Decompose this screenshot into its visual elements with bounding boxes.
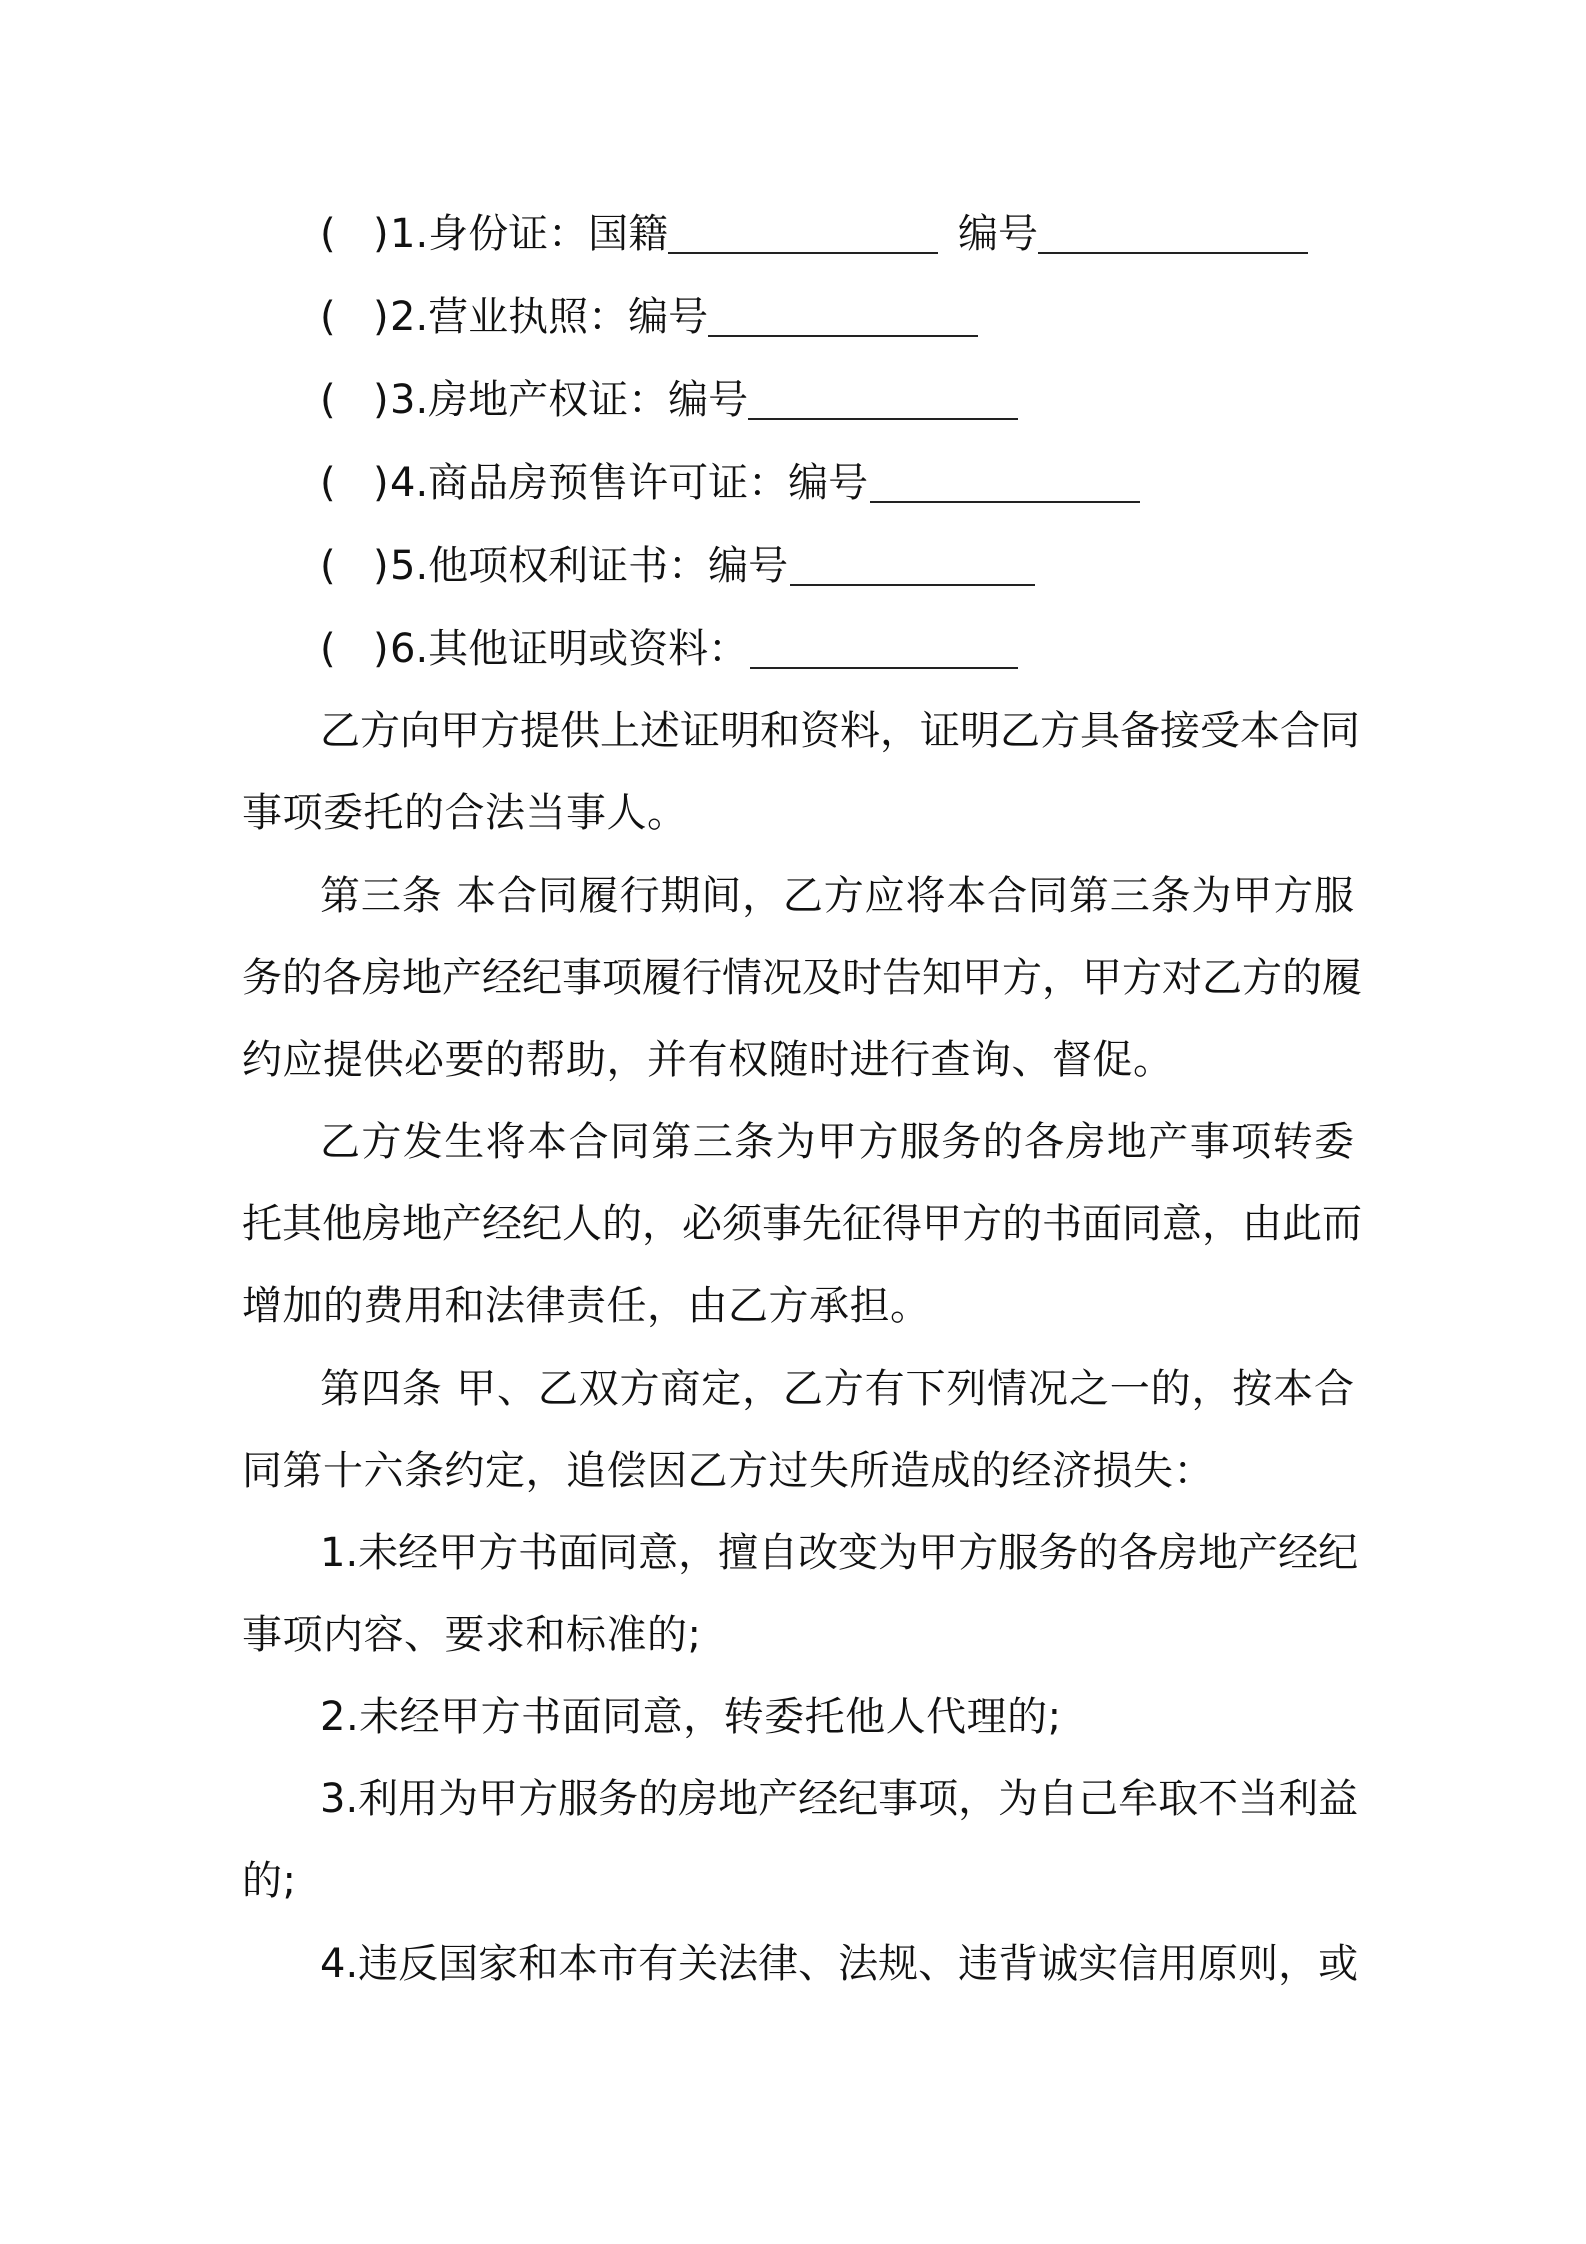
checkbox-bracket-close: ) xyxy=(373,626,389,672)
text-line: 乙方向甲方提供上述证明和资料，证明乙方具备接受本合同 xyxy=(320,708,1360,754)
text-line: 2.未经甲方书面同意，转委托他人代理的; xyxy=(320,1694,1062,1740)
blank-nationality-field[interactable] xyxy=(668,252,938,254)
checkbox-bracket-close: ) xyxy=(373,294,389,340)
text-line: 第四条 甲、乙双方商定，乙方有下列情况之一的，按本合 xyxy=(320,1366,1354,1412)
blank-rights-number-field[interactable] xyxy=(790,584,1035,586)
checklist-label-other-rights-certificate: 5.他项权利证书：编号 xyxy=(390,543,789,589)
checkbox-bracket-open[interactable]: ( xyxy=(320,211,336,257)
checkbox-bracket-open[interactable]: ( xyxy=(320,543,336,589)
text-line: 4.违反国家和本市有关法律、法规、违背诚实信用原则，或 xyxy=(320,1941,1359,1987)
checklist-label-id-card: 1.身份证：国籍 xyxy=(390,211,669,257)
text-line: 事项内容、要求和标准的; xyxy=(242,1612,702,1658)
text-line: 增加的费用和法律责任，由乙方承担。 xyxy=(242,1283,931,1329)
text-line: 务的各房地产经纪事项履行情况及时告知甲方，甲方对乙方的履 xyxy=(242,955,1362,1001)
checklist-label-other-documents: 6.其他证明或资料： xyxy=(390,626,749,672)
text-line: 同第十六条约定，追偿因乙方过失所造成的经济损失： xyxy=(242,1448,1214,1494)
text-line: 托其他房地产经纪人的，必须事先征得甲方的书面同意，由此而 xyxy=(242,1201,1362,1247)
checklist-label-business-license: 2.营业执照：编号 xyxy=(390,294,709,340)
text-line: 的; xyxy=(242,1858,297,1904)
blank-id-number-field[interactable] xyxy=(1038,252,1308,254)
blank-other-documents-field[interactable] xyxy=(750,667,1018,669)
checkbox-bracket-close: ) xyxy=(373,377,389,423)
checkbox-bracket-open[interactable]: ( xyxy=(320,294,336,340)
blank-property-number-field[interactable] xyxy=(748,418,1018,420)
checkbox-bracket-open[interactable]: ( xyxy=(320,460,336,506)
checkbox-bracket-close: ) xyxy=(373,211,389,257)
text-line: 3.利用为甲方服务的房地产经纪事项，为自己牟取不当利益 xyxy=(320,1776,1359,1822)
text-line: 事项委托的合法当事人。 xyxy=(242,790,688,836)
checklist-label-presale-permit: 4.商品房预售许可证：编号 xyxy=(390,460,869,506)
blank-license-number-field[interactable] xyxy=(708,335,978,337)
text-line: 1.未经甲方书面同意，擅自改变为甲方服务的各房地产经纪 xyxy=(320,1530,1359,1576)
checklist-label-number: 编号 xyxy=(958,211,1038,257)
checklist-label-property-certificate: 3.房地产权证：编号 xyxy=(390,377,749,423)
text-line: 约应提供必要的帮助，并有权随时进行查询、督促。 xyxy=(242,1037,1174,1083)
checkbox-bracket-close: ) xyxy=(373,543,389,589)
checkbox-bracket-open[interactable]: ( xyxy=(320,377,336,423)
text-line: 乙方发生将本合同第三条为甲方服务的各房地产事项转委 xyxy=(320,1119,1354,1165)
text-line: 第三条 本合同履行期间，乙方应将本合同第三条为甲方服 xyxy=(320,873,1354,919)
checkbox-bracket-close: ) xyxy=(373,460,389,506)
blank-permit-number-field[interactable] xyxy=(870,501,1140,503)
checkbox-bracket-open[interactable]: ( xyxy=(320,626,336,672)
